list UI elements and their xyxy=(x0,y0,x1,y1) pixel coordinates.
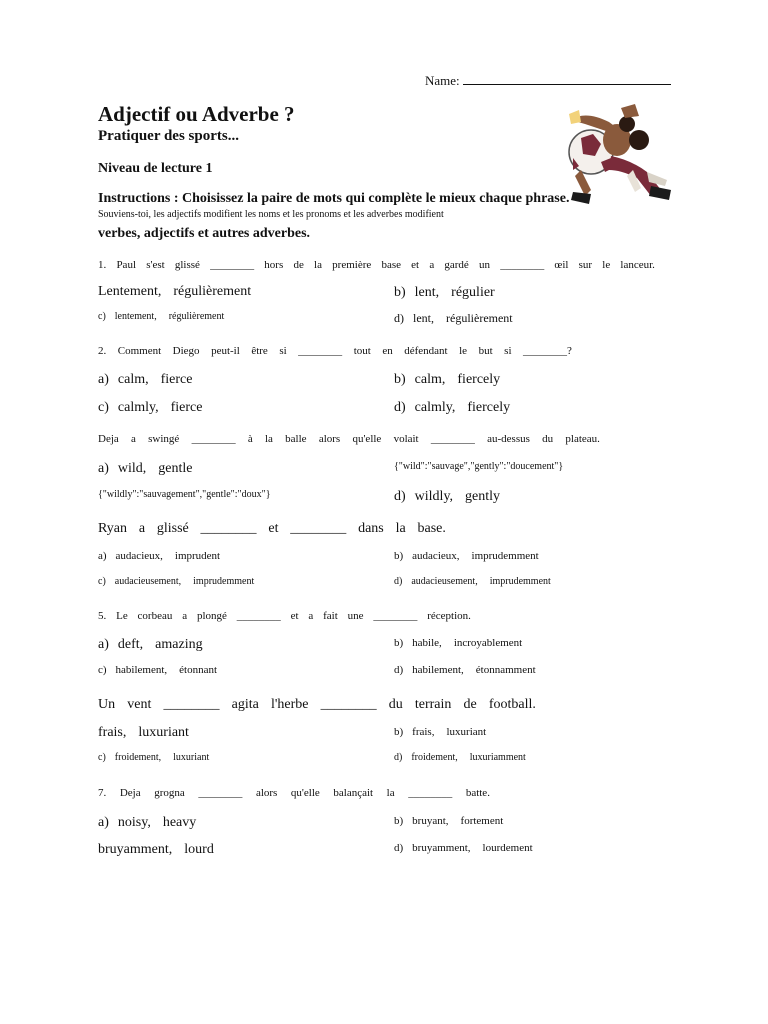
option-word: noisy, xyxy=(117,815,151,830)
option-word: frais, xyxy=(412,726,435,738)
word: la xyxy=(395,521,406,536)
option-word: amazing xyxy=(155,637,203,652)
word: Un xyxy=(98,697,116,712)
q2-option-c[interactable] xyxy=(98,400,214,416)
blank[interactable]: ________ xyxy=(198,787,243,799)
word: but xyxy=(478,345,493,357)
option-word: lent, xyxy=(414,285,440,300)
option-label: d) xyxy=(394,664,404,676)
blank[interactable]: ________ xyxy=(298,345,343,357)
option-label: b) xyxy=(394,637,404,649)
blank[interactable]: ________ xyxy=(200,521,257,536)
word: si xyxy=(504,345,512,357)
word: de xyxy=(293,259,304,271)
q5-option-c[interactable] xyxy=(98,664,229,676)
option-label: c) xyxy=(98,576,106,587)
q6-option-a[interactable] xyxy=(98,725,201,741)
option-label: b) xyxy=(394,285,406,300)
word: défendant xyxy=(404,345,448,357)
option-word: luxuriant xyxy=(138,725,189,740)
option-label: c) xyxy=(98,311,106,322)
page-subtitle: Pratiquer des sports... xyxy=(98,128,239,144)
option-word: incroyablement xyxy=(453,637,523,649)
word: alors xyxy=(255,787,278,799)
word: base. xyxy=(417,521,446,536)
q4-option-c[interactable] xyxy=(98,576,266,587)
option-word: luxuriamment xyxy=(469,752,526,763)
word: batte. xyxy=(465,787,490,799)
option-word: froidement, xyxy=(114,752,162,763)
word: le xyxy=(602,259,611,271)
q5-option-a[interactable] xyxy=(98,637,215,653)
option-word: froidement, xyxy=(411,752,458,763)
option-word: régulièrement xyxy=(173,284,252,299)
word: un xyxy=(479,259,491,271)
q7-option-d[interactable] xyxy=(394,842,545,854)
word: volait xyxy=(393,433,419,445)
option-word: gentle xyxy=(158,461,193,476)
question-7-text xyxy=(98,787,490,799)
word: en xyxy=(382,345,393,357)
option-word: luxuriant xyxy=(446,726,487,738)
word: du xyxy=(388,697,403,712)
word: 5. xyxy=(98,610,107,622)
word: hors xyxy=(264,259,284,271)
q1-option-b[interactable] xyxy=(394,285,507,301)
word: 7. xyxy=(98,787,107,799)
word: gardé xyxy=(444,259,469,271)
q4-option-a[interactable] xyxy=(98,550,232,562)
blank[interactable]: ________ xyxy=(210,259,255,271)
q2-option-b[interactable] xyxy=(394,372,512,388)
word: première xyxy=(332,259,372,271)
q1-option-d[interactable] xyxy=(394,311,525,326)
blank[interactable]: ________? xyxy=(523,345,572,357)
question-6-text xyxy=(98,697,536,713)
word: grogna xyxy=(154,787,185,799)
q5-option-d[interactable] xyxy=(394,664,548,676)
name-field xyxy=(425,72,671,89)
word: la xyxy=(264,433,273,445)
option-label: d) xyxy=(394,400,406,415)
option-label: d) xyxy=(394,576,403,587)
option-label: a) xyxy=(98,372,109,387)
option-label: d) xyxy=(394,752,403,763)
blank[interactable]: ________ xyxy=(163,697,220,712)
option-word: lent, xyxy=(413,311,434,325)
option-word: calmly, xyxy=(117,400,159,415)
word: le xyxy=(459,345,468,357)
word: au-dessus xyxy=(487,433,530,445)
page-title: Adjectif ou Adverbe ? xyxy=(98,102,295,126)
option-word: habile, xyxy=(412,637,442,649)
word: Deja xyxy=(98,433,119,445)
question-1-text xyxy=(98,259,655,271)
option-word: régulièrement xyxy=(168,311,225,322)
option-word: calm, xyxy=(414,372,446,387)
q6-option-b[interactable] xyxy=(394,726,498,738)
word: plateau. xyxy=(565,433,600,445)
word: alors xyxy=(318,433,341,445)
option-word: imprudemment xyxy=(489,576,551,587)
word: Comment xyxy=(117,345,162,357)
option-word: fierce xyxy=(160,372,193,387)
word: du xyxy=(542,433,554,445)
option-label: b) xyxy=(394,815,404,827)
q4-option-b[interactable] xyxy=(394,550,551,562)
option-word: imprudemment xyxy=(471,550,539,562)
option-word: calm, xyxy=(117,372,149,387)
word: 1. xyxy=(98,259,107,271)
option-word: luxuriant xyxy=(173,752,210,763)
option-word: deft, xyxy=(117,637,144,652)
blank[interactable]: ________ xyxy=(500,259,545,271)
option-word: habilement, xyxy=(412,664,464,676)
q2-option-d[interactable] xyxy=(394,400,522,416)
option-word: imprudemment xyxy=(193,576,255,587)
option-word: heavy xyxy=(162,815,197,830)
word: agita xyxy=(231,697,259,712)
option-label: a) xyxy=(98,550,107,562)
q1-option-a[interactable] xyxy=(98,284,263,300)
blank[interactable]: ________ xyxy=(430,433,475,445)
q5-option-b[interactable] xyxy=(394,637,534,649)
word: qu'elle xyxy=(352,433,382,445)
option-label: c) xyxy=(98,400,109,415)
option-word: fiercely xyxy=(457,372,501,387)
instructions: Instructions : Choisissez la paire de mots qui complète le mieux chaque phrase. xyxy=(98,191,570,206)
option-label: a) xyxy=(98,637,109,652)
word: réception. xyxy=(427,610,471,622)
word: lanceur. xyxy=(620,259,655,271)
option-word: étonnamment xyxy=(475,664,536,676)
blank[interactable]: ________ xyxy=(290,521,347,536)
question-5-text xyxy=(98,610,471,622)
word: être xyxy=(251,345,268,357)
word: vent xyxy=(127,697,152,712)
q7-option-c[interactable] xyxy=(98,842,226,858)
word: sur xyxy=(578,259,593,271)
word: Paul xyxy=(116,259,136,271)
word: Le xyxy=(116,610,128,622)
word: de xyxy=(463,697,477,712)
option-word: audacieusement, xyxy=(114,576,182,587)
name-blank[interactable] xyxy=(463,72,671,85)
reminder-line-2: verbes, adjectifs et autres adverbes. xyxy=(98,226,311,241)
q2-option-a[interactable] xyxy=(98,372,204,388)
option-word: bruyant, xyxy=(412,815,449,827)
option-word: imprudent xyxy=(174,550,221,562)
word: glissé xyxy=(156,521,189,536)
option-word: bruyamment, xyxy=(412,842,471,854)
option-word: audacieux, xyxy=(115,550,163,562)
option-word: lourd xyxy=(184,842,214,857)
option-word: fiercely xyxy=(467,400,511,415)
word: et xyxy=(411,259,420,271)
word: la xyxy=(386,787,395,799)
option-word: régulier xyxy=(451,285,495,300)
reading-level: Niveau de lecture 1 xyxy=(98,161,213,176)
q4-option-d[interactable] xyxy=(394,576,563,587)
blank[interactable]: ________ xyxy=(373,610,418,622)
option-word: audacieusement, xyxy=(411,576,478,587)
word: a xyxy=(308,610,314,622)
blank[interactable]: ________ xyxy=(191,433,236,445)
word: a xyxy=(429,259,435,271)
word: œil xyxy=(554,259,569,271)
word: football. xyxy=(488,697,536,712)
name-label: Name: xyxy=(425,73,460,88)
word: dans xyxy=(358,521,384,536)
option-word: Lentement, xyxy=(98,284,162,299)
word: base xyxy=(381,259,401,271)
q1-option-c[interactable] xyxy=(98,311,236,322)
option-label: b) xyxy=(394,372,406,387)
option-word: audacieux, xyxy=(412,550,460,562)
word: a xyxy=(182,610,188,622)
reminder-line-1: Souviens-toi, les adjectifs modifient les noms et les pronoms et les adverbes modifient xyxy=(98,209,444,220)
option-word: wild, xyxy=(117,461,147,476)
word: Diego xyxy=(172,345,200,357)
question-2-text xyxy=(98,345,572,357)
word: glissé xyxy=(174,259,200,271)
question-4-text xyxy=(98,521,446,537)
word: a xyxy=(138,521,146,536)
word: s'est xyxy=(146,259,165,271)
blank[interactable]: ________ xyxy=(408,787,453,799)
option-label: d) xyxy=(394,311,404,325)
option-label: d) xyxy=(394,489,406,504)
word: et xyxy=(268,521,279,536)
q3-option-a[interactable] xyxy=(98,461,205,477)
word: terrain xyxy=(414,697,452,712)
word: Ryan xyxy=(98,521,127,536)
question-3-text xyxy=(98,433,600,445)
word: balançait xyxy=(333,787,374,799)
q7-option-b[interactable] xyxy=(394,815,515,827)
option-label: b) xyxy=(394,726,404,738)
option-label: b) xyxy=(394,550,404,562)
option-word: gently xyxy=(465,489,501,504)
option-word: calmly, xyxy=(414,400,456,415)
word: swingé xyxy=(148,433,180,445)
option-word: lentement, xyxy=(114,311,157,322)
word: la xyxy=(314,259,322,271)
word: à xyxy=(247,433,253,445)
option-label: c) xyxy=(98,752,106,763)
blank[interactable]: ________ xyxy=(236,610,281,622)
word: 2. xyxy=(98,345,107,357)
option-word: habilement, xyxy=(115,664,168,676)
q6-option-c[interactable] xyxy=(98,752,221,763)
blank[interactable]: ________ xyxy=(320,697,377,712)
word: Deja xyxy=(119,787,141,799)
q7-option-a[interactable] xyxy=(98,815,208,831)
option-word: wildly, xyxy=(414,489,454,504)
soccer-player-illustration xyxy=(551,100,675,210)
q3-option-d[interactable] xyxy=(394,489,512,505)
option-word: lourdement xyxy=(482,842,533,854)
q3-option-c[interactable]: {"wildly":"sauvagement","gentle":"doux"} xyxy=(98,489,271,500)
word: peut-il xyxy=(211,345,240,357)
word: une xyxy=(347,610,364,622)
word: fait xyxy=(323,610,338,622)
option-label: a) xyxy=(98,815,109,830)
word: et xyxy=(290,610,299,622)
option-word: fierce xyxy=(170,400,203,415)
word: plongé xyxy=(196,610,227,622)
option-label: c) xyxy=(98,664,107,676)
word: tout xyxy=(353,345,371,357)
option-word: fortement xyxy=(460,815,504,827)
q6-option-d[interactable] xyxy=(394,752,538,763)
option-word: étonnant xyxy=(179,664,218,676)
word: l'herbe xyxy=(270,697,309,712)
word: balle xyxy=(285,433,307,445)
option-word: régulièrement xyxy=(446,311,513,325)
option-label: d) xyxy=(394,842,404,854)
option-word: frais, xyxy=(98,725,127,740)
q3-option-b[interactable]: {"wild":"sauvage","gently":"doucement"} xyxy=(394,461,564,472)
word: a xyxy=(131,433,136,445)
option-label: a) xyxy=(98,461,109,476)
word: qu'elle xyxy=(290,787,320,799)
word: si xyxy=(279,345,287,357)
option-word: bruyamment, xyxy=(98,842,173,857)
word: corbeau xyxy=(137,610,173,622)
